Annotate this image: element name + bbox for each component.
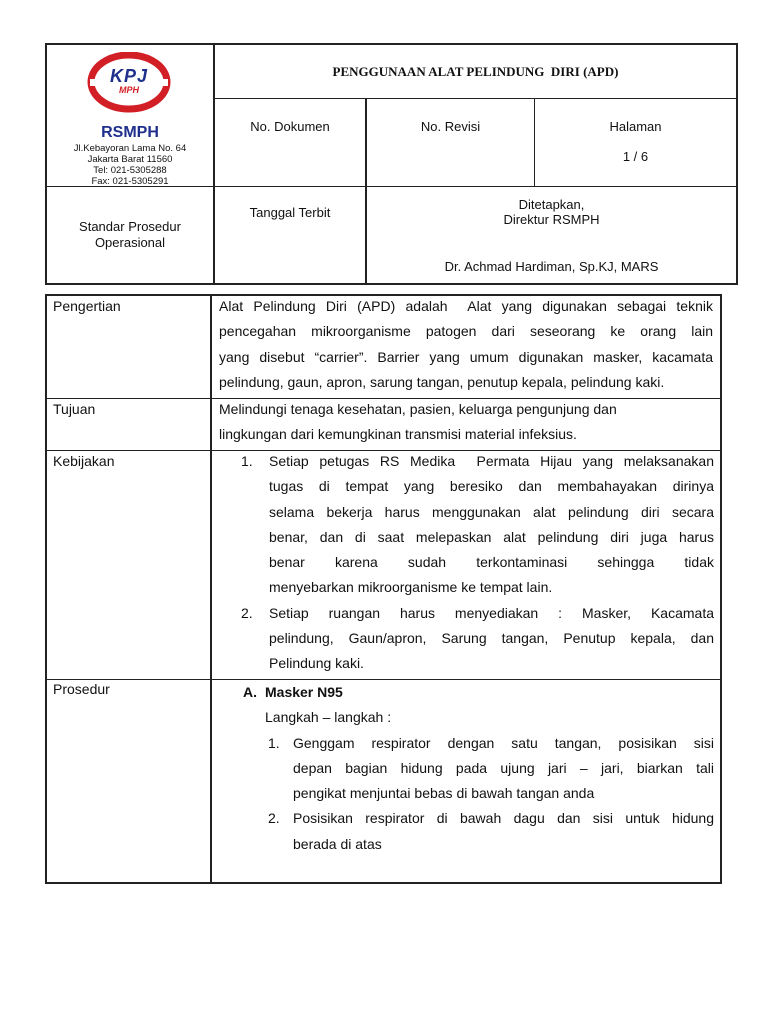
- tanggal-terbit-label: Tanggal Terbit: [249, 205, 331, 220]
- spo-label-line2: Operasional: [94, 235, 166, 250]
- hospital-logo: [86, 52, 172, 114]
- list-number: 2.: [241, 604, 253, 621]
- step-line: berada di atas: [293, 835, 382, 852]
- halaman-value: 1 / 6: [622, 149, 649, 164]
- tujuan-line: Melindungi tenaga kesehatan, pasien, keluarga pengunjung dan: [219, 401, 617, 417]
- kebijakan-line: menyebarkan mikroorganisme ke tempat lain.: [269, 579, 553, 596]
- steps-intro: Langkah – langkah :: [265, 709, 392, 726]
- section-letter: A.: [243, 684, 257, 700]
- kebijakan-line: tugas di tempat yang beresiko dan membahayakan dirinya: [269, 478, 714, 495]
- list-number: 2.: [268, 810, 280, 827]
- step-line: Genggam respirator dengan satu tangan, posisikan sisi: [293, 734, 714, 751]
- address-line: Jl.Kebayoran Lama No. 64: [73, 143, 187, 154]
- ditetapkan-label: Ditetapkan,: [518, 197, 585, 212]
- pengertian-line: Alat Pelindung Diri (APD) adalah Alat yang digunakan sebagai teknik: [219, 298, 713, 314]
- kebijakan-item: [218, 601, 714, 677]
- row-label-prosedur: Prosedur: [53, 681, 110, 697]
- kebijakan-line: selama bekerja harus menggunakan alat pelindung diri secara: [269, 503, 714, 520]
- step-line: depan bagian hidung pada ujung jari – jari, biarkan tali: [293, 759, 714, 776]
- list-number: 1.: [241, 453, 253, 469]
- pengertian-line: pencegahan mikroorganisme patogen dari seseorang ke orang lain: [219, 323, 713, 340]
- direktur-label: Direktur RSMPH: [503, 212, 600, 227]
- row-label-pengertian: Pengertian: [53, 298, 121, 314]
- step-item: [218, 731, 714, 807]
- pengertian-line: yang disebut “carrier”. Barrier yang umum digunakan masker, kacamata: [219, 348, 713, 365]
- kebijakan-item: [218, 449, 714, 601]
- prosedur-section: [218, 680, 714, 857]
- spo-label-line1: Standar Prosedur: [79, 219, 181, 234]
- kebijakan-list: [218, 449, 714, 677]
- section-title: Masker N95: [265, 684, 343, 700]
- kebijakan-line: Setiap ruangan harus menyediakan : Masker, Kacamata: [269, 604, 714, 621]
- step-item: [218, 806, 714, 857]
- address-line: Jakarta Barat 11560: [87, 154, 173, 165]
- step-line: Posisikan respirator di bawah dagu dan sisi untuk hidung: [293, 810, 714, 827]
- kebijakan-line: pelindung, Gaun/apron, Sarung tangan, Penutup kepala, dan: [269, 630, 714, 647]
- list-number: 1.: [268, 734, 280, 751]
- pengertian-line: pelindung, gaun, apron, sarung tangan, penutup kepala, pelindung kaki.: [219, 373, 665, 390]
- tujuan-text: [219, 397, 713, 448]
- no-revisi-label: No. Revisi: [420, 119, 481, 134]
- logo-sub: MPH: [119, 85, 139, 95]
- section-heading: [218, 680, 714, 705]
- kebijakan-line: Setiap petugas RS Medika Permata Hijau yang melaksanakan: [269, 453, 714, 469]
- step-line: pengikat menjuntai bebas di bawah tangan anda: [293, 785, 595, 802]
- no-dokumen-label: No. Dokumen: [250, 119, 330, 134]
- kebijakan-line: benar, dan di saat melepaskan alat pelindung diri juga harus: [269, 528, 714, 545]
- signatory-name: Dr. Achmad Hardiman, Sp.KJ, MARS: [444, 259, 659, 274]
- pengertian-text: [219, 294, 713, 395]
- hospital-name: RSMPH: [101, 124, 159, 141]
- hospital-address: [47, 143, 213, 187]
- document-title: PENGGUNAAN ALAT PELINDUNG DIRI (APD): [332, 64, 619, 79]
- tujuan-line: lingkungan dari kemungkinan transmisi material infeksius.: [219, 426, 577, 443]
- logo-mark: KPJ: [109, 66, 148, 86]
- row-label-tujuan: Tujuan: [53, 401, 96, 417]
- kebijakan-line: benar karena sudah terkontaminasi sehingga tidak: [269, 554, 714, 571]
- row-label-kebijakan: Kebijakan: [53, 453, 115, 469]
- kebijakan-line: Pelindung kaki.: [269, 655, 364, 672]
- halaman-label: Halaman: [609, 119, 662, 134]
- address-line: Fax: 021-5305291: [91, 176, 169, 187]
- address-line: Tel: 021-5305288: [93, 165, 167, 176]
